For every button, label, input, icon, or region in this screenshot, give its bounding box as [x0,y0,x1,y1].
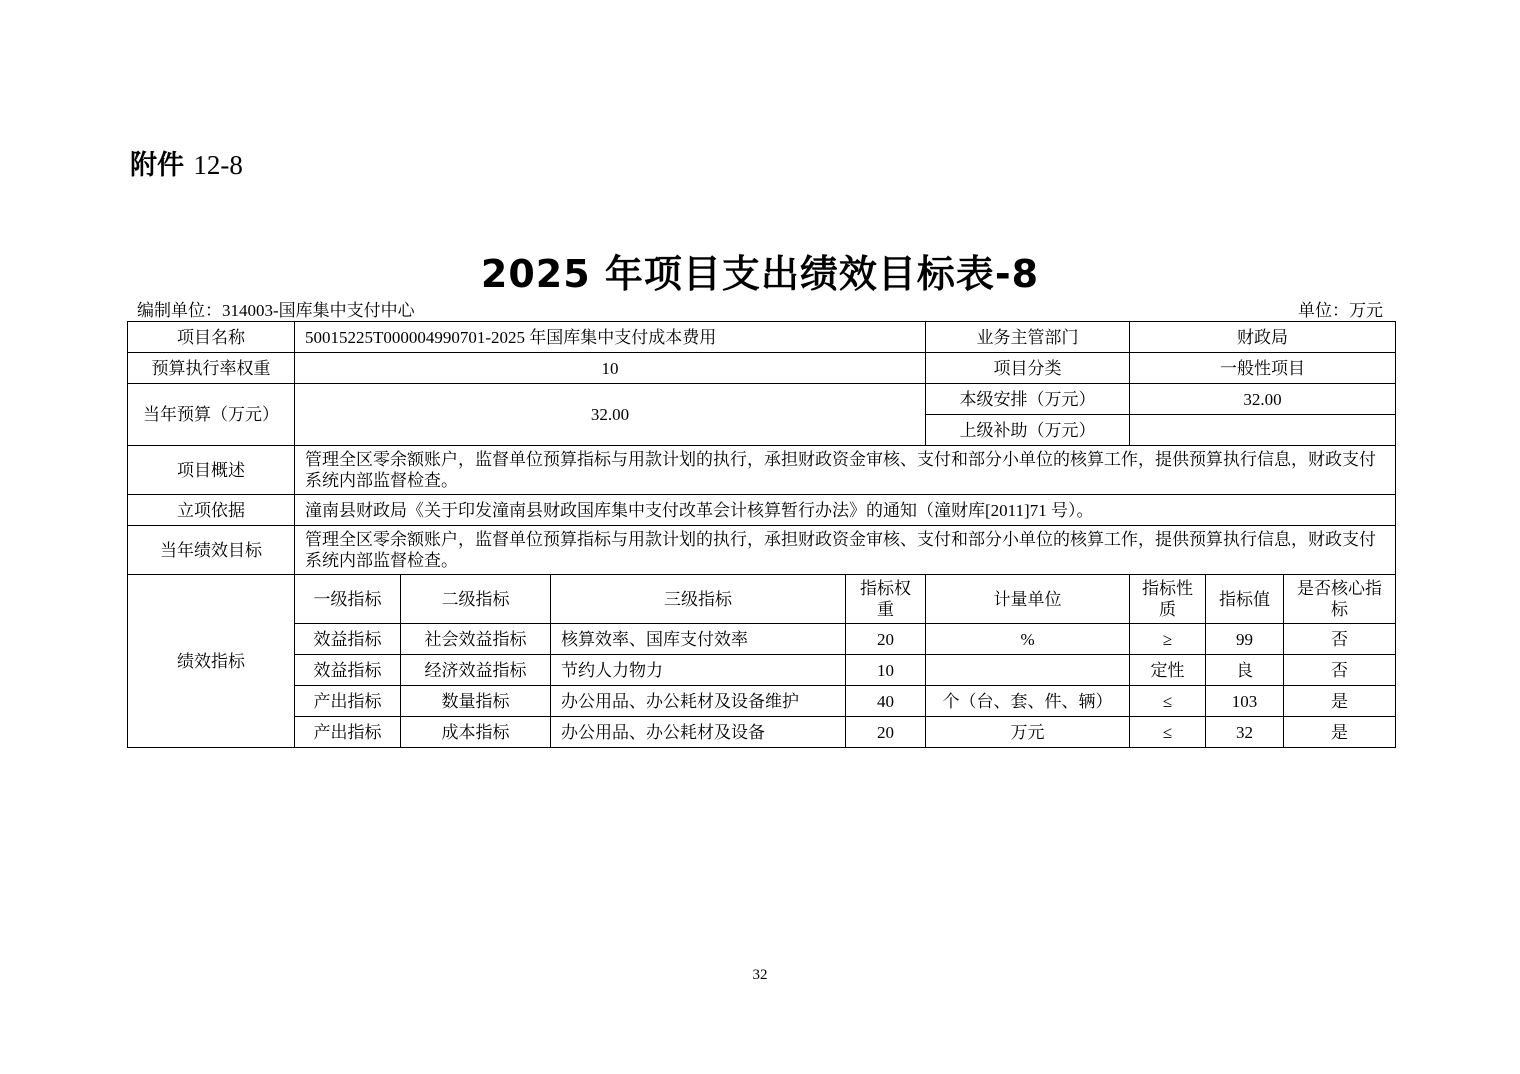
table-row [128,526,1396,575]
indicator-core: 否 [1284,624,1396,655]
weight-value: 10 [295,353,926,384]
indicator-value: 99 [1206,624,1284,655]
page-number: 32 [752,967,768,983]
indicator-unit: 个（台、套、件、辆） [926,686,1130,717]
weight-label: 预算执行率权重 [128,353,295,384]
indicator-unit: % [926,624,1130,655]
table-row [128,686,1396,717]
indicator-core: 是 [1284,686,1396,717]
indicator-weight: 40 [846,686,926,717]
indicator-level3: 办公用品、办公耗材及设备维护 [551,686,846,717]
attachment-number: 12-8 [193,150,243,180]
indicator-value: 良 [1206,655,1284,686]
budget-label: 当年预算（万元） [128,384,295,446]
indicator-header-row [128,575,1396,624]
compiling-unit: 编制单位：314003-国库集中支付中心 [137,301,415,320]
category-label: 项目分类 [926,353,1130,384]
indicator-core: 否 [1284,655,1396,686]
indicator-value: 32 [1206,717,1284,748]
header-weight: 指标权重 [846,575,926,624]
header-level3: 三级指标 [551,575,846,624]
indicator-level1: 产出指标 [295,686,401,717]
indicator-weight: 20 [846,717,926,748]
category-value: 一般性项目 [1130,353,1396,384]
indicator-level1: 产出指标 [295,717,401,748]
performance-table [127,321,1396,748]
header-nature: 指标性质 [1130,575,1206,624]
indicator-level2: 成本指标 [401,717,551,748]
indicator-level1: 效益指标 [295,655,401,686]
indicator-value: 103 [1206,686,1284,717]
header-core: 是否核心指标 [1284,575,1396,624]
indicator-level2: 数量指标 [401,686,551,717]
indicator-unit: 万元 [926,717,1130,748]
local-label: 本级安排（万元） [926,384,1130,415]
indicator-unit [926,655,1130,686]
goal-label: 当年绩效目标 [128,526,295,575]
table-row [128,353,1396,384]
header-level2: 二级指标 [401,575,551,624]
indicator-level2: 经济效益指标 [401,655,551,686]
dept-value: 财政局 [1130,322,1396,353]
dept-label: 业务主管部门 [926,322,1130,353]
upper-value [1130,415,1396,446]
indicator-level1: 效益指标 [295,624,401,655]
attachment-label [130,143,243,182]
table-row [128,322,1396,353]
indicator-level2: 社会效益指标 [401,624,551,655]
indicator-label: 绩效指标 [128,575,295,748]
project-name-label: 项目名称 [128,322,295,353]
overview-value: 管理全区零余额账户，监督单位预算指标与用款计划的执行，承担财政资金审核、支付和部分小单位的核算工作，提供预算执行信息，财政支付系统内部监督检查。 [295,446,1396,495]
project-name: 50015225T000004990701-2025 年国库集中支付成本费用 [295,322,926,353]
upper-label: 上级补助（万元） [926,415,1130,446]
indicator-level3: 核算效率、国库支付效率 [551,624,846,655]
table-row [128,624,1396,655]
budget-value: 32.00 [295,384,926,446]
table-row [128,655,1396,686]
header-unit: 计量单位 [926,575,1130,624]
indicator-weight: 20 [846,624,926,655]
table-row [128,717,1396,748]
goal-value: 管理全区零余额账户，监督单位预算指标与用款计划的执行，承担财政资金审核、支付和部分小单位的核算工作，提供预算执行信息，财政支付系统内部监督检查。 [295,526,1396,575]
currency-unit: 单位：万元 [1298,301,1383,320]
basis-value: 潼南县财政局《关于印发潼南县财政国库集中支付改革会计核算暂行办法》的通知（潼财库[2011]71 号）。 [295,495,1396,526]
header-level1: 一级指标 [295,575,401,624]
indicator-nature: ≤ [1130,717,1206,748]
local-value: 32.00 [1130,384,1396,415]
indicator-core: 是 [1284,717,1396,748]
indicator-level3: 节约人力物力 [551,655,846,686]
attachment-prefix: 附件 [130,150,184,181]
page-title: 2025 年项目支出绩效目标表-8 [480,252,1040,296]
table-row [128,384,1396,415]
header-value: 指标值 [1206,575,1284,624]
indicator-nature: ≤ [1130,686,1206,717]
indicator-nature: 定性 [1130,655,1206,686]
indicator-weight: 10 [846,655,926,686]
table-row [128,495,1396,526]
basis-label: 立项依据 [128,495,295,526]
overview-label: 项目概述 [128,446,295,495]
indicator-level3: 办公用品、办公耗材及设备 [551,717,846,748]
table-row [128,446,1396,495]
indicator-nature: ≥ [1130,624,1206,655]
